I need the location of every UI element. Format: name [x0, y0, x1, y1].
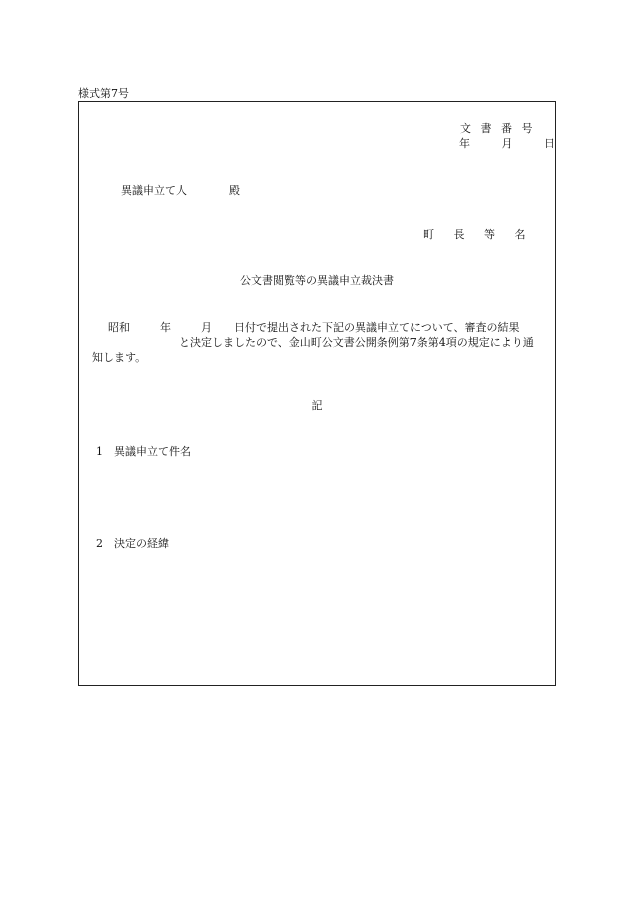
item-2: [96, 535, 169, 551]
addressee-honorific: 殿: [229, 184, 240, 197]
body-line-3: 知します。: [92, 351, 147, 364]
issue-date: [459, 135, 555, 151]
body-era: 昭和: [108, 321, 130, 334]
item-1-number: 1: [96, 445, 103, 458]
item-1: [96, 443, 191, 459]
document-title: 公文書閲覧等の異議申立裁決書: [240, 274, 394, 287]
date-day: 日: [544, 137, 555, 150]
document-number-label: 文 書 番 号: [460, 122, 533, 135]
body-year: 年: [160, 321, 171, 334]
item-2-label: 決定の経緯: [114, 537, 169, 550]
body-line-1: [108, 319, 520, 335]
issuer-name: 町 長 等 名: [423, 228, 526, 241]
item-2-number: 2: [96, 537, 103, 550]
form-number: 様式第7号: [78, 87, 129, 100]
date-month: 月: [501, 137, 513, 150]
addressee: [121, 182, 240, 198]
body-line-1-text: 日付で提出された下記の異議申立てについて、審査の結果: [234, 321, 520, 334]
body-line-2: と決定しましたので、金山町公文書公開条例第7条第4項の規定により通: [179, 336, 534, 349]
document-frame: [78, 101, 556, 686]
ki-heading: 記: [311, 399, 323, 412]
date-year: 年: [459, 137, 470, 150]
addressee-label: 異議申立て人: [121, 184, 187, 197]
body-month: 月: [201, 321, 212, 334]
item-1-label: 異議申立て件名: [114, 445, 191, 458]
